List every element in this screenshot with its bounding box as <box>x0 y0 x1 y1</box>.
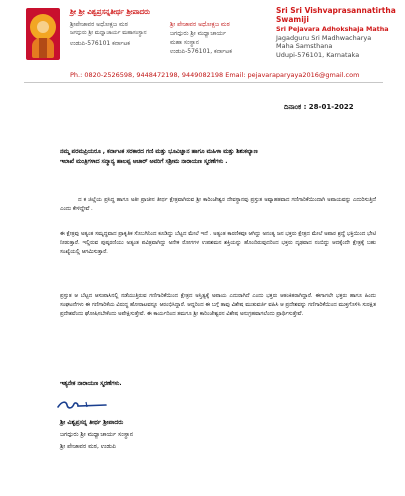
en-swamiji-title-2: Swamiji <box>276 15 309 24</box>
salutation-line-1: ನಮ್ಮ ಪರಮಪ್ರಿಯರೂ , ಕರ್ನಾಟಕ ಸರಕಾರದ ಗಣಿ ಮತ್ತು ಭೂವಿಜ್ಞಾನ ಹಾಗೂ ಮಹಿಳಾ ಮತ್ತು ಶಿಶುಕಲ್ಯಾಣ <box>60 149 258 155</box>
signatory-title: ಜಗದ್ಗುರು ಶ್ರೀ ಮಧ್ವಾಚಾರ್ಯ ಸಂಸ್ಥಾನ <box>60 431 134 438</box>
contact-line: Ph.: 0820-2526598, 9448472198, 9449082198 Email: pejavaraparyaya2016@gmail.com <box>70 71 360 79</box>
logo-drape <box>39 38 47 58</box>
header-divider <box>24 82 383 83</box>
signatory-place: ಶ್ರೀ ಪೇಜಾವರ ಮಠ, ಉಡುಪಿ <box>60 443 116 450</box>
en-swamiji-title-1: Sri Sri Vishvaprasannatirtha <box>276 6 396 15</box>
en-address: Udupi-576101, Karnataka <box>276 51 360 59</box>
en-jagadguru: Jagadguru Sri Madhwacharya <box>276 34 372 42</box>
body-paragraph-2: ಈ ಕ್ಷೇತ್ರವು ಅತ್ಯಂತ ಸಮೃದ್ಧವಾದ ಪ್ರಾಕೃತಿಕ ಸೊಬಗಿನಿಂದ ಕೂಡಿದ್ದು ಬೆಟ್ಟದ ಮೇಲೆ ಇದೆ . ಅತ್ಯಂತ ಕಾರಣಿಕವೂ ಆಗಿದ್ದು ಅನಂತ್ಯ ಜನ ಭಕ್ತರು ಕ್ಷೇತ್ರದ ಮೇಲೆ ಅಪಾರ ಶ್ರದ್ಧೆ ಭಕ್ತಿಯಿಂದ ಭೇಟಿ ನೀಡುತ್ತಾರೆ. ಇಲ್ಲಿರುವ ಪುಷ್ಕರಣಿಯು ಅತ್ಯಂತ ಪವಿತ್ರವಾಗಿದ್ದು ಅನೇಕ ರೋಗಗಳ ಉಪಶಮನ ಶಕ್ತಿಯನ್ನು ಹೊಂದಿರುವುದರಿಂದ ಭಕ್ತರು ದೃಢವಾದ ನಂಬಿದ್ದು ಆದಕ್ಕೆಂದೇ ಕ್ಷೇತ್ರಕ್ಕೆ ಬಹು ಸಂಖ್ಯೆಯಲ್ಲಿ ಆಗಮಿಸುತ್ತಾರೆ. <box>60 231 376 256</box>
kn-mahasamsthana: ಮಹಾ ಸಂಸ್ಥಾನ <box>170 39 199 46</box>
en-matha-name: Sri Pejavara Adhokshaja Matha <box>276 25 389 33</box>
en-mahasamsthana: Maha Samsthana <box>276 42 333 50</box>
body-paragraph-3: ಪ್ರಸ್ತುತ ಆ ಬೆಟ್ಟದ ಆಸುಪಾಸಿನಲ್ಲಿ ನಡೆಯುತ್ತಿರುವ ಗಣಿಗಾರಿಕೆಯಿಂದ ಕ್ಷೇತ್ರದ ಅಸ್ತಿತ್ವಕ್ಕೆ ಅಪಾಯ ಎದುರಾಗಿದೆ ಎಂದು ಭಕ್ತರು ಆತಂಕಿತರಾಗಿದ್ದಾರೆ. ಈಗಾಗಲೇ ಭಕ್ತರು ಹಾಗೂ ಹಿಂದು ಸಂಘಟನೆಗಳು ಈ ಗಣಿಗಾರಿಕೆಯ ವಿರುದ್ಧ ಹೋರಾಟವನ್ನೂ ಆರಂಭಿಸಿದ್ದಾರೆ. ಆದ್ದರಿಂದ ಈ ಬಗ್ಗೆ ತಾವು ವಿಶೇಷ ಮುತುವರ್ಜಿ ವಹಿಸಿ ಆ ಪ್ರದೇಶವನ್ನು ಗಣಿಗಾರಿಕೆಯಿಂದ ಮುಕ್ತಗೊಳಿಸಿ ಸುರಕ್ಷಿತ ಪ್ರದೇಶವೆಂದು ಘೋಷಿಸಬೇಕೆಂದು ಅಪೇಕ್ಷಿಸುತ್ತೇವೆ. ಈ ಕಾರ್ಯದಿಂದ ತಮಗೂ ಶ್ರೀ ಕಾರಿಂಜೇಶ್ವರನ ವಿಶೇಷ ಅನುಗ್ರಹವಾಗಲೆಂದು ಪ್ರಾರ್ಥಿಸುತ್ತೇವೆ. <box>60 293 376 318</box>
kn-matha-name: ಶ್ರೀ ಪೇಜಾವರ ಅಧೋಕ್ಷಜ ಮಠ <box>170 21 230 28</box>
kn-left-line-2: ಜಗದ್ಗುರು ಶ್ರೀ ಮಧ್ವಾಚಾರ್ಯ ಮಹಾಸಂಸ್ಥಾನ <box>70 30 147 36</box>
letter-date: ದಿನಾಂಕ : 28-01-2022 <box>284 103 354 111</box>
kn-left-line-1: ಶ್ರೀಪೇಜಾವರ ಅಧೋಕ್ಷಜ ಮಠ <box>70 21 128 28</box>
closing-line: ಇತ್ಯನೇಕ ನಾರಾಯಣ ಸ್ಮರಣೆಗಳು. <box>60 381 122 387</box>
signatory-name: ಶ್ರೀ ವಿಶ್ವಪ್ರಸನ್ನ ತೀರ್ಥ ಶ್ರೀಪಾದರು <box>60 419 124 426</box>
signature <box>56 398 108 412</box>
logo-face <box>37 21 49 33</box>
kn-swamiji-title: ಶ್ರೀ ಶ್ರೀ ವಿಶ್ವಪ್ರಸನ್ನತೀರ್ಥ ಶ್ರೀಪಾದರು <box>70 8 151 16</box>
deity-logo <box>26 8 60 60</box>
kn-jagadguru: ಜಗದ್ಗುರು ಶ್ರೀ ಮಧ್ವಾಚಾರ್ಯ <box>170 30 227 37</box>
salutation-line-2: ಇಲಾಖೆ ಮಂತ್ರಿಗಳಾದ ಸನ್ಮಾನ್ಯ ಹಾಲಪ್ಪ ಆಚಾರ್ ಅವರಿಗೆ ಸಶ್ರೀಮ ನಾರಾಯಣ ಸ್ಮರಣೆಗಳು . <box>60 159 228 165</box>
body-paragraph-1: ದ ಕ ಜಿಲ್ಲೆಯ ಪ್ರಸಿದ್ಧ ಹಾಗೂ ಅತೀ ಪ್ರಾಚೀನ ತೀರ್ಥ ಕ್ಷೇತ್ರವಾಗಿರುವ ಶ್ರೀ ಕಾರಿಂಜೇಶ್ವರ ದೇವಸ್ಥಾನವು ಪ್ರಸ್ತುತ ಅವ್ಯಾಹತವಾದ ಗಣಿಗಾರಿಕೆಯಿಂದಾಗಿ ಅಪಾಯವನ್ನು ಎದುರಿಸುತ್ತಿದೆ ಎಂದು ಕೇಳಿದ್ದೇವೆ . <box>60 197 376 213</box>
kn-left-line-3: ಉಡುಪಿ-576101 ಕರ್ನಾಟಕ <box>70 40 130 47</box>
kn-address: ಉಡುಪಿ-576101, ಕರ್ನಾಟಕ <box>170 48 232 55</box>
